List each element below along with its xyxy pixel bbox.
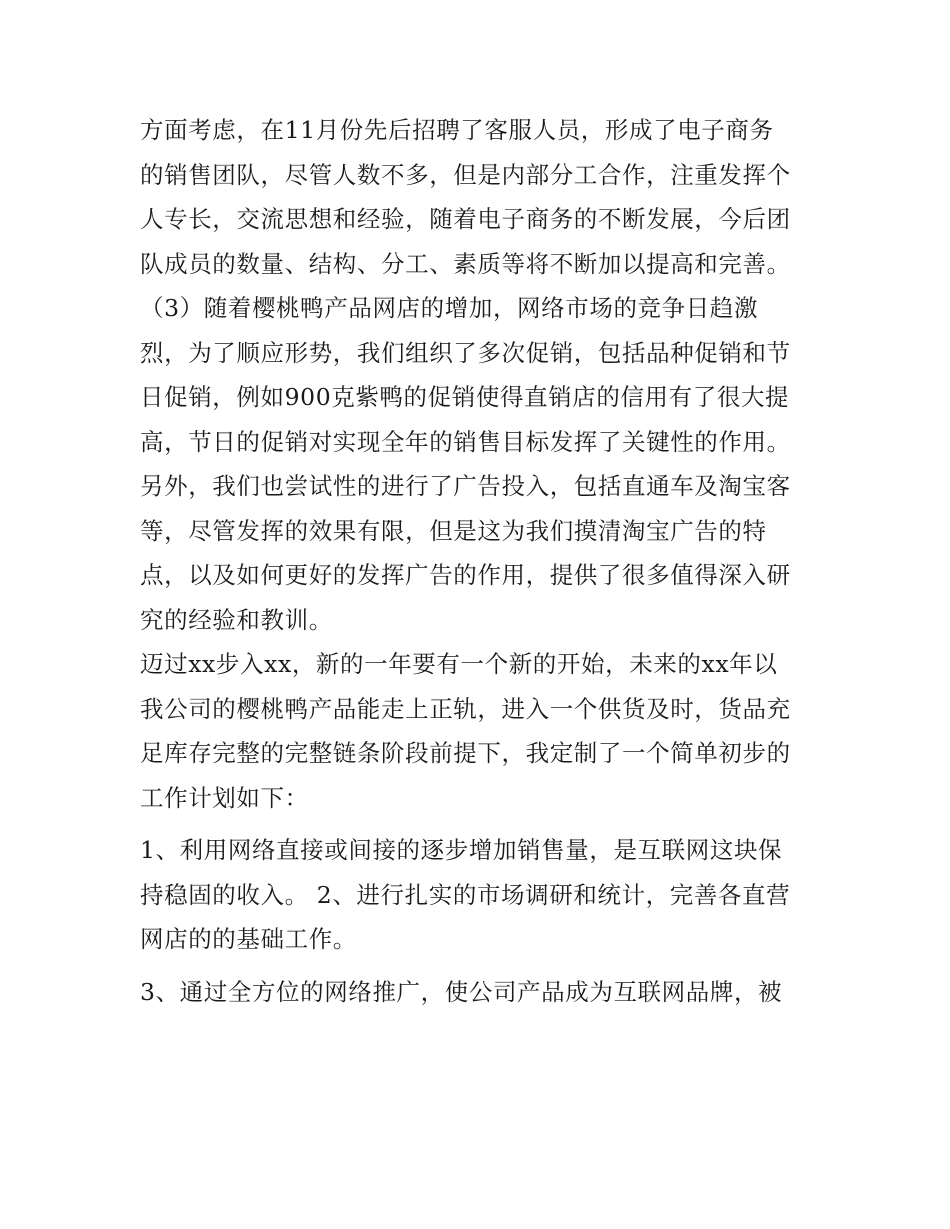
document-body (140, 108, 820, 1014)
text-line: 的销售团队，尽管人数不多，但是内部分工合作，注重发挥个 (140, 160, 791, 189)
text-line: 3、通过全方位的网络推广，使公司产品成为互联网品牌，被 (140, 977, 783, 1006)
text-line: 日促销，例如900克紫鸭的促销使得直销店的信用有了很大提 (140, 383, 790, 411)
text-line: 方面考虑，在11月份先后招聘了客服人员，形成了电子商务 (140, 116, 774, 144)
text-line: 网店的的基础工作。 (140, 925, 357, 953)
text-line: 队成员的数量、结构、分工、素质等将不断加以提高和完善。 (140, 249, 791, 278)
text-line: 另外，我们也尝试性的进行了广告投入，包括直通车及淘宝客 (140, 472, 791, 500)
paragraph-gap (140, 962, 820, 970)
text-line: 迈过xx步入xx，新的一年要有一个新的开始，未来的xx年以 (140, 650, 778, 678)
paragraph-gap (140, 820, 820, 828)
text-line: 持稳固的收入。 2、进行扎实的市场调研和统计，完善各直营 (140, 880, 791, 909)
text-line: 工作计划如下： (140, 783, 309, 812)
text-line: 足库存完整的完整链条阶段前提下，我定制了一个简单初步的 (140, 739, 791, 767)
text-line: 人专长，交流思想和经验，随着电子商务的不断发展，今后团 (140, 205, 791, 233)
text-line: 高，节日的促销对实现全年的销售目标发挥了关键性的作用。 (140, 427, 791, 456)
text-line: 究的经验和教训。 (140, 605, 333, 634)
text-line: 烈，为了顺应形势，我们组织了多次促销，包括品种促销和节 (140, 338, 791, 367)
text-line: （3）随着樱桃鸭产品网店的增加，网络市场的竞争日趋激 (140, 294, 759, 322)
text-line: 点，以及如何更好的发挥广告的作用，提供了很多值得深入研 (140, 561, 791, 589)
text-line: 1、利用网络直接或间接的逐步增加销售量，是互联网这块保 (140, 836, 783, 864)
text-line: 我公司的樱桃鸭产品能走上正轨，进入一个供货及时，货品充 (140, 694, 791, 723)
text-line: 等，尽管发挥的效果有限，但是这为我们摸清淘宝广告的特 (140, 516, 767, 545)
